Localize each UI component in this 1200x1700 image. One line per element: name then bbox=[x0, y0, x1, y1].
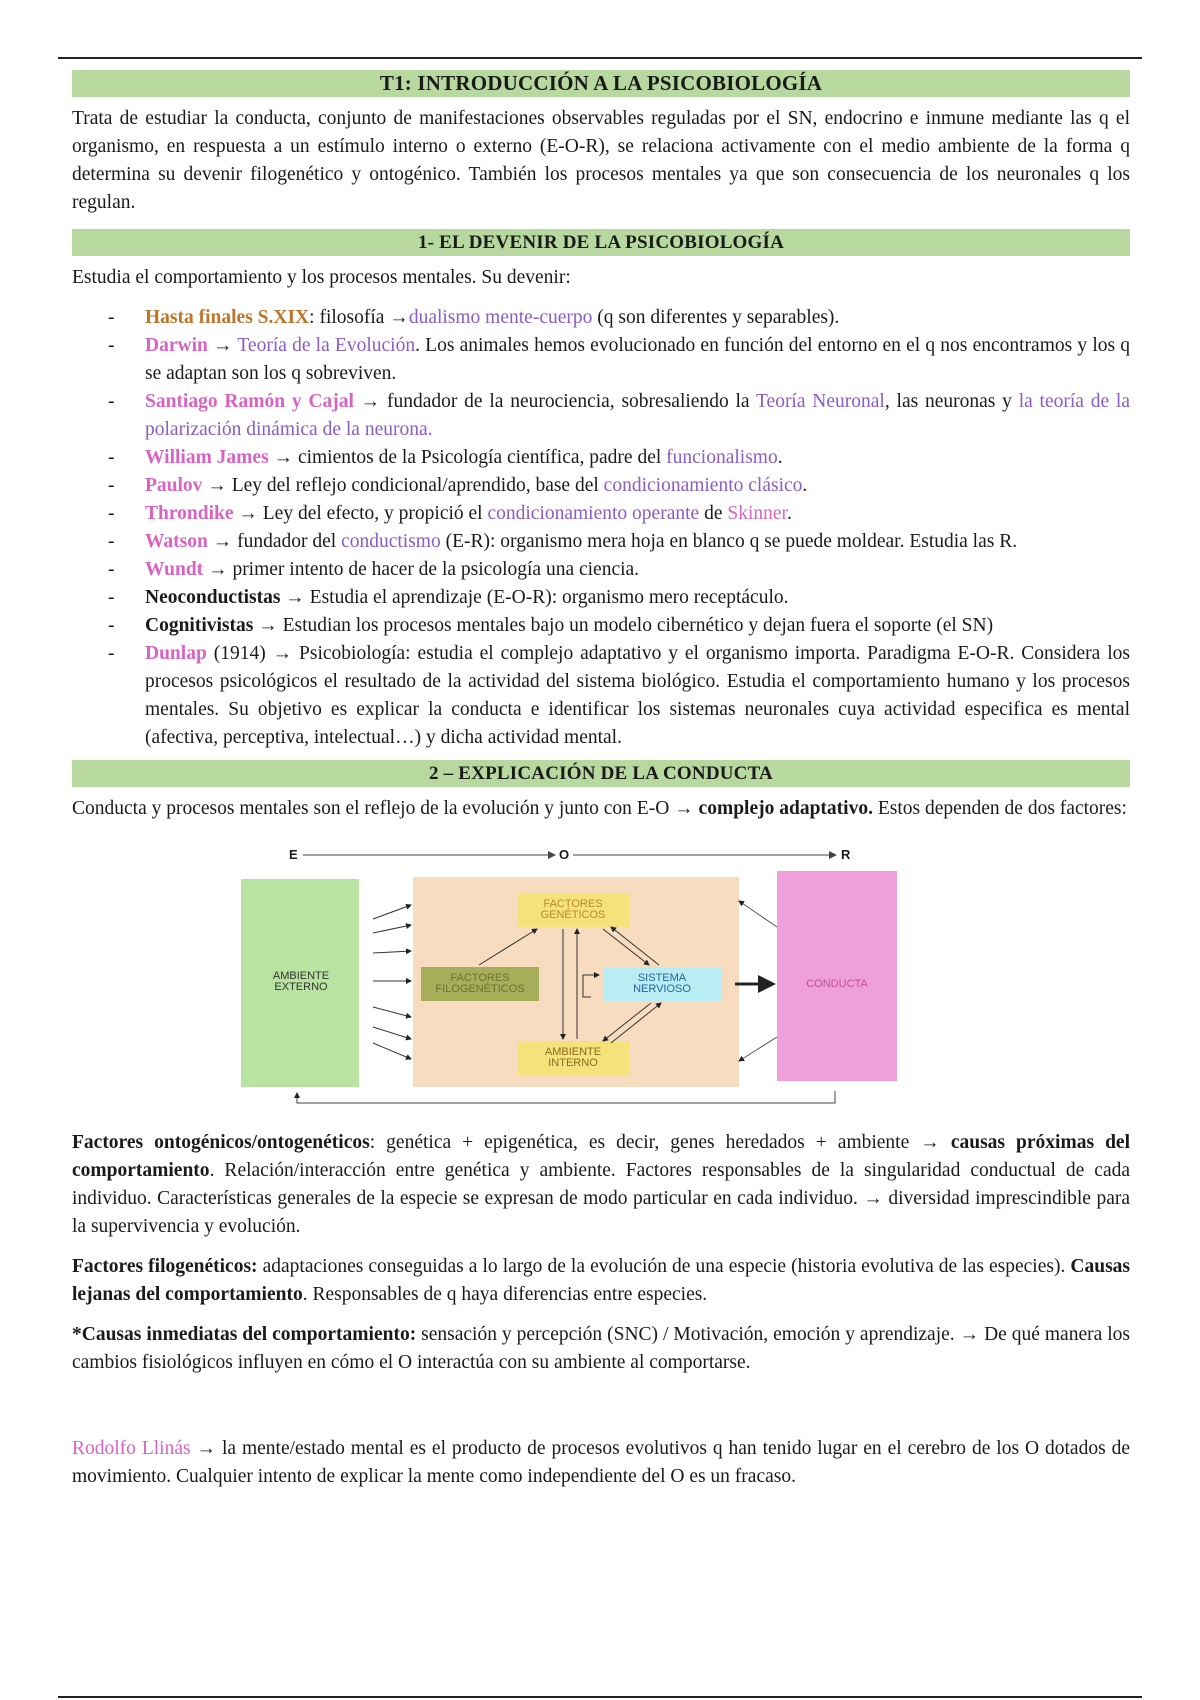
arrow-icon: → bbox=[203, 559, 233, 580]
llinas-name: Rodolfo Llinás bbox=[72, 1438, 191, 1459]
list-item: - Neoconductistas → Estudia el aprendizaje (E-O-R): organismo mero receptáculo. bbox=[108, 587, 789, 608]
label-ambiente-interno: AMBIENTE INTERNO bbox=[544, 1046, 602, 1069]
item-name: Darwin bbox=[145, 335, 208, 356]
item-name: Santiago Ramón y Cajal bbox=[145, 391, 354, 412]
list-item: - Darwin → Teoría de la Evolución. Los animales hemos evolucionado en función del entorno en el q nos encontramos y los q se adaptan son los q sobreviven. bbox=[108, 335, 1131, 384]
section2-heading: 2 – EXPLICACIÓN DE LA CONDUCTA bbox=[72, 760, 1130, 787]
item-term: la teoría de la polarización dinámica de la neurona. bbox=[145, 391, 1130, 440]
history-list bbox=[72, 304, 1130, 752]
item-term: Teoría Neuronal bbox=[755, 391, 885, 412]
item-name: Wundt bbox=[145, 559, 204, 580]
arrow-icon: → bbox=[863, 1188, 883, 1209]
arrow-icon: → bbox=[233, 503, 263, 524]
arrow-icon: → bbox=[253, 615, 283, 636]
arrow-icon: → bbox=[207, 531, 238, 552]
arrow-icon: → bbox=[190, 1438, 222, 1459]
item-term: funcionalismo bbox=[666, 447, 778, 468]
item-name: Dunlap bbox=[145, 643, 207, 664]
arrow-icon: → bbox=[959, 1324, 980, 1345]
item-term: dualismo mente-cuerpo bbox=[408, 307, 593, 328]
top-rule bbox=[58, 57, 1142, 59]
section2-lead: Conducta y procesos mentales son el reflejo de la evolución y junto con E-O → complejo adaptativo. Estos dependen de dos factores: bbox=[72, 798, 1127, 819]
item-term: Skinner bbox=[727, 503, 787, 524]
label-r: R bbox=[841, 847, 851, 862]
list-item: - Cognitivistas → Estudian los procesos mentales bajo un modelo cibernético y dejan fuera el soporte (el SN) bbox=[108, 615, 994, 636]
arrow-icon: → bbox=[389, 307, 409, 328]
item-name: William James bbox=[145, 447, 269, 468]
eor-diagram bbox=[211, 841, 931, 1111]
arrow-icon: → bbox=[280, 587, 310, 608]
phylogenetic-paragraph: Factores filogenéticos: adaptaciones conseguidas a lo largo de la evolución de una especie (historia evolutiva de las especies). Causas lejanas del comportamiento. Responsables de q haya diferencias entre especies. bbox=[72, 1256, 1130, 1305]
label-o: O bbox=[559, 847, 570, 862]
arrow-icon: → bbox=[674, 798, 694, 819]
list-item: - Wundt → primer intento de hacer de la psicología una ciencia. bbox=[108, 559, 640, 580]
item-term: Teoría de la Evolución bbox=[237, 335, 416, 356]
section1-lead: Estudia el comportamiento y los procesos mentales. Su devenir: bbox=[72, 267, 571, 288]
arrow-icon: → bbox=[207, 335, 238, 356]
list-item: - Dunlap (1914) → Psicobiología: estudia el complejo adaptativo y el organismo importa. Paradigma E-O-R. Considera los procesos psicológicos el resultado de la actividad del sistema biológico. Estudia el comportamiento humano y los procesos mentales. Su objetivo es explicar la conducta e identificar los sistemas neuronales cuya actividad especifica es mental (afectiva, perceptiva, intelectual…) y dicha actividad mental. bbox=[108, 643, 1130, 748]
feedback-arrow-bottom bbox=[739, 1037, 777, 1061]
label-factores-geneticos: FACTORES GENÉTICOS bbox=[540, 898, 606, 921]
external-input-arrows bbox=[373, 905, 411, 1059]
arrow-icon: → bbox=[353, 391, 387, 412]
bottom-rule bbox=[58, 1696, 1142, 1698]
item-name: Cognitivistas bbox=[145, 615, 254, 636]
item-name: Throndike bbox=[145, 503, 234, 524]
list-item: - Throndike → Ley del efecto, y propició el condicionamiento operante de Skinner. bbox=[108, 503, 792, 524]
item-term: condicionamiento operante bbox=[487, 503, 700, 524]
section1-heading: 1- EL DEVENIR DE LA PSICOBIOLOGÍA bbox=[72, 229, 1130, 256]
label-conducta: CONDUCTA bbox=[806, 978, 868, 990]
feedback-arrow-top bbox=[739, 901, 777, 927]
conducta-box bbox=[777, 871, 897, 1081]
item-name: Watson bbox=[145, 531, 208, 552]
list-item: - Hasta finales S.XIX: filosofía →dualismo mente-cuerpo (q son diferentes y separables). bbox=[108, 307, 840, 328]
label-ambiente-externo: AMBIENTE EXTERNO bbox=[272, 970, 330, 993]
item-term: conductismo bbox=[341, 531, 441, 552]
arrow-icon: → bbox=[920, 1132, 940, 1153]
list-item: - Paulov → Ley del reflejo condicional/aprendido, base del condicionamiento clásico. bbox=[108, 475, 808, 496]
page-title: T1: INTRODUCCIÓN A LA PSICOBIOLOGÍA bbox=[72, 70, 1130, 97]
item-term: condicionamiento clásico bbox=[603, 475, 803, 496]
label-e: E bbox=[289, 847, 298, 862]
llinas-paragraph: Rodolfo Llinás → la mente/estado mental es el producto de procesos evolutivos q han tenido lugar en el cerebro de los O dotados de movimiento. Cualquier intento de explicar la mente como independiente del O es un fracaso. bbox=[72, 1438, 1130, 1487]
label-factores-filogeneticos: FACTORES FILOGENÉTICOS bbox=[435, 972, 525, 995]
document-page bbox=[72, 70, 1130, 1491]
arrow-icon: → bbox=[268, 447, 298, 468]
list-item: - Santiago Ramón y Cajal → fundador de la neurociencia, sobresaliendo la Teoría Neuronal, las neuronas y la teoría de la polarización dinámica de la neurona. bbox=[108, 391, 1130, 440]
item-name: Neoconductistas bbox=[145, 587, 281, 608]
label-sistema-nervioso: SISTEMA NERVIOSO bbox=[633, 972, 691, 995]
list-item: - William James → cimientos de la Psicología científica, padre del funcionalismo. bbox=[108, 447, 783, 468]
list-item: - Watson → fundador del conductismo (E-R): organismo mera hoja en blanco q se puede moldear. Estudia las R. bbox=[108, 531, 1018, 552]
intro-paragraph: Trata de estudiar la conducta, conjunto de manifestaciones observables reguladas por el SN, endocrino e inmune mediante las q el organismo, en respuesta a un estímulo interno o externo (E-O-R), se relaciona activamente con el medio ambiente de la forma q determina su devenir filogenético y ontogénico. También los procesos mentales ya que son consecuencia de los neuronales q los regulan. bbox=[72, 108, 1130, 213]
arrow-icon: → bbox=[272, 643, 293, 664]
item-name: Hasta finales S.XIX bbox=[145, 307, 310, 328]
immediate-causes-paragraph: *Causas inmediatas del comportamiento: sensación y percepción (SNC) / Motivación, emoción y aprendizaje. → De qué manera los cambios fisiológicos influyen en cómo el O interactúa con su ambiente al comportarse. bbox=[72, 1324, 1130, 1373]
feedback-loop-line bbox=[297, 1091, 835, 1103]
item-name: Paulov bbox=[145, 475, 203, 496]
arrow-icon: → bbox=[202, 475, 232, 496]
ontogenic-paragraph: Factores ontogénicos/ontogenéticos: genética + epigenética, es decir, genes heredados + ambiente → causas próximas del comportamiento. Relación/interacción entre genética y ambiente. Factores responsables de la singularidad conductual de cada individuo. Características generales de la especie se expresan de modo particular en cada individuo. → diversidad imprescindible para la supervivencia y evolución. bbox=[72, 1132, 1130, 1237]
